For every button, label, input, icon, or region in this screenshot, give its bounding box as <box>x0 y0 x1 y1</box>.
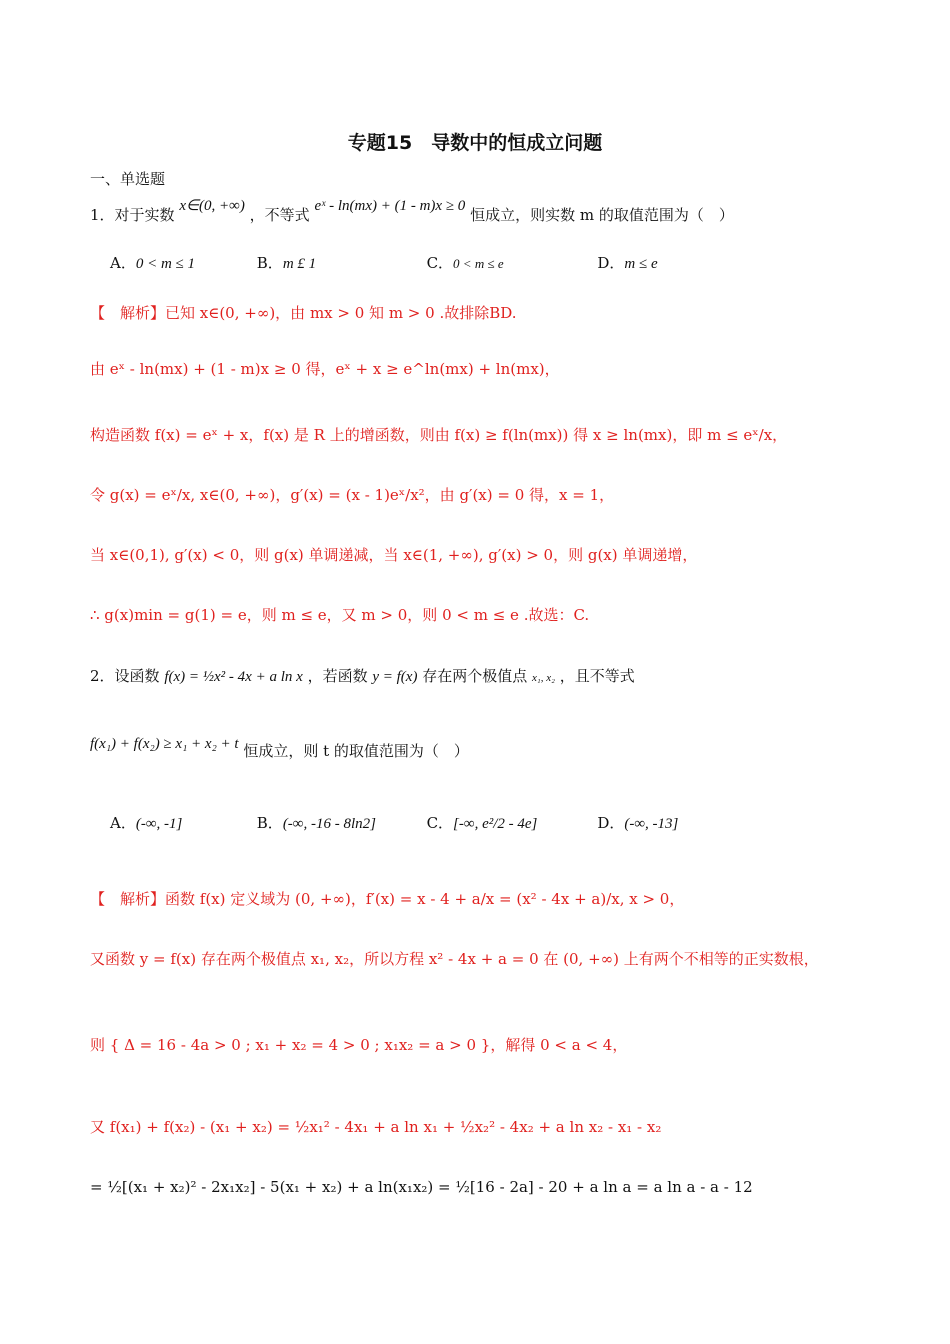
question-1-stem <box>90 198 880 226</box>
q1-solution-line-2: 由 eˣ - ln(mx) + (1 - m)x ≥ 0 得，eˣ + x ≥ e^ln(mx) + ln(mx)， <box>90 360 560 378</box>
q2-extreme-points: x₁, x₂ <box>532 672 555 684</box>
q2-option-b: B．(-∞, -16 - 8ln2] <box>256 814 376 832</box>
q2-solution-line-2: 又函数 y = f(x) 存在两个极值点 x₁, x₂，所以方程 x² - 4x + a = 0 在 (0, +∞) 上有两个不相等的正实数根， <box>90 950 819 968</box>
q1-solution-line-1: 【 解析】已知 x∈(0, +∞)，由 mx > 0 知 m > 0 .故排除BD. <box>90 304 517 322</box>
q2-solution-line-4 <box>90 1118 880 1137</box>
q1-solution-line-5: 当 x∈(0,1), g′(x) < 0，则 g(x) 单调递减，当 x∈(1, +∞), g′(x) > 0，则 g(x) 单调递增， <box>90 546 698 564</box>
q2-mid: ，若函数 <box>307 667 368 685</box>
q2-options <box>110 814 900 834</box>
question-2-stem-line-1 <box>90 667 880 687</box>
q1-option-b: B．m £ 1 <box>256 254 317 272</box>
q1-option-c: C．0 < m ≤ e <box>426 254 504 272</box>
q1-mid: ，不等式 <box>249 206 310 224</box>
q1-inequality: eˣ - ln(mx) + (1 - m)x ≥ 0 <box>314 198 466 214</box>
q2-option-a: A．(-∞, -1] <box>110 814 183 832</box>
q2-option-d: D．(-∞, -13] <box>597 814 679 832</box>
q2-suffix: ，且不等式 <box>559 667 635 685</box>
section-heading: 一、单选题 <box>90 170 166 188</box>
page-title: 专题15 导数中的恒成立问题 <box>347 132 603 154</box>
q2-solution-line-5: = ½[(x₁ + x₂)² - 2x₁x₂] - 5(x₁ + x₂) + a ln(x₁x₂) = ½[16 - 2a] - 20 + a ln a = a ln a - a - 12 <box>90 1178 753 1196</box>
q2-prefix: 2．设函数 <box>90 667 160 685</box>
q1-option-d: D．m ≤ e <box>597 254 658 272</box>
q1-solution-line-6: ∴ g(x)min = g(1) = e，则 m ≤ e，又 m > 0，则 0 < m ≤ e .故选：C. <box>90 606 590 624</box>
q1-solution-line-4: 令 g(x) = eˣ/x, x∈(0, +∞)，g′(x) = (x - 1)eˣ/x²，由 g′(x) = 0 得，x = 1， <box>90 486 615 504</box>
q2-solution-line-1: 【 解析】函数 f(x) 定义域为 (0, +∞)，f′(x) = x - 4 + a/x = (x² - 4x + a)/x, x > 0， <box>90 890 685 908</box>
q2-function: f(x) = ½x² - 4x + a ln x <box>164 669 303 685</box>
q2-solution-line-3: 则 { Δ = 16 - 4a > 0 ; x₁ + x₂ = 4 > 0 ; x₁x₂ = a > 0 }，解得 0 < a < 4， <box>90 1036 628 1054</box>
q2-solution-line-4-text: 又 f(x₁) + f(x₂) - (x₁ + x₂) = ½x₁² - 4x₁ + a ln x₁ + ½x₂² - 4x₂ + a ln x₂ - x₁ - x₂ <box>90 1118 662 1136</box>
q2-option-c: C．[-∞, e²/2 - 4e] <box>426 814 538 832</box>
question-2-stem-line-2 <box>90 736 880 762</box>
q1-options <box>110 254 900 274</box>
q1-prefix: 1．对于实数 <box>90 206 175 224</box>
q1-option-a: A．0 < m ≤ 1 <box>110 254 196 272</box>
q1-suffix: 恒成立，则实数 m 的取值范围为（ ） <box>470 206 734 224</box>
q2-mid2: 存在两个极值点 <box>422 667 528 685</box>
q2-y-equals-fx: y = f(x) <box>372 669 418 685</box>
q1-condition: x∈(0, +∞) <box>179 198 245 214</box>
q2-inequality: f(x₁) + f(x₂) ≥ x₁ + x₂ + t <box>90 736 239 752</box>
q2-line2-suffix: 恒成立，则 t 的取值范围为（ ） <box>243 742 469 760</box>
q1-solution-line-3: 构造函数 f(x) = eˣ + x，f(x) 是 R 上的增函数，则由 f(x) ≥ f(ln(mx)) 得 x ≥ ln(mx)，即 m ≤ eˣ/x， <box>90 426 788 444</box>
